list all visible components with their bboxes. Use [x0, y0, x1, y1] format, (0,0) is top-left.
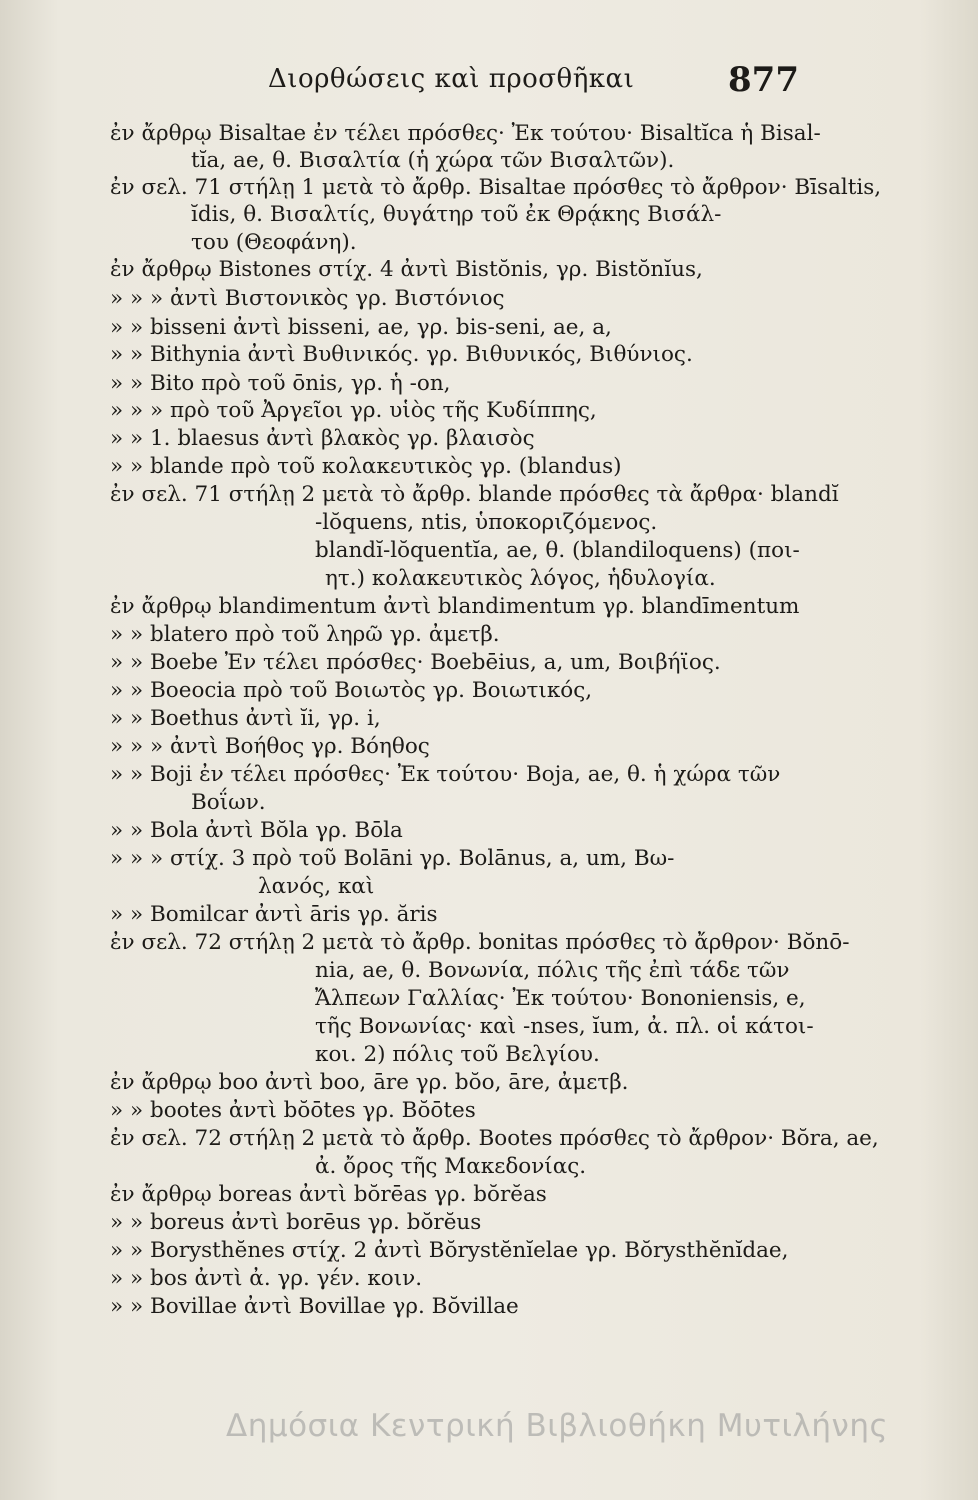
- errata-line: » » 1. blaesus ἀντὶ βλακὸς γρ. βλαισὸς: [110, 426, 535, 451]
- errata-line: ἐν ἄρθρῳ boo ἀντὶ boo, āre γρ. bŏo, āre, ἀμετβ.: [110, 1070, 629, 1095]
- page-number: 877: [728, 60, 799, 100]
- errata-line: τῆς Βονωνίας· καὶ -nses, ĭum, ἀ. πλ. οἱ κάτοι-: [315, 1014, 814, 1039]
- errata-line: κοι. 2) πόλις τοῦ Βελγίου.: [315, 1042, 600, 1067]
- errata-line: » » Bito πρὸ τοῦ ōnis, γρ. ἡ -on,: [110, 371, 451, 396]
- errata-line: ἐν ἄρθρῳ Bistones στίχ. 4 ἀντὶ Bistŏnis, γρ. Bistŏnĭus,: [110, 257, 703, 282]
- errata-line: λανός, καὶ: [258, 874, 375, 899]
- library-watermark: Δημόσια Κεντρική Βιβλιοθήκη Μυτιλήνης: [226, 1408, 889, 1444]
- errata-line: » » bos ἀντὶ ἀ. γρ. γέν. κοιν.: [110, 1266, 423, 1291]
- errata-line: ἐν σελ. 71 στήλῃ 2 μετὰ τὸ ἄρθρ. blande πρόσθες τὰ ἄρθρα· blandĭ: [110, 482, 839, 507]
- errata-line: » » boreus ἀντὶ borēus γρ. bŏrĕus: [110, 1210, 482, 1235]
- errata-line: ητ.) κολακευτικὸς λόγος, ἡδυλογία.: [325, 566, 716, 591]
- errata-line: ἐν σελ. 71 στήλῃ 1 μετὰ τὸ ἄρθρ. Bisaltae πρόσθες τὸ ἄρθρον· Bīsaltis,: [110, 175, 882, 200]
- errata-line: » » bootes ἀντὶ bŏōtes γρ. Bŏōtes: [110, 1098, 476, 1123]
- errata-line: » » Bithynia ἀντὶ Βυθινικός. γρ. Βιθυνικός, Βιθύνιος.: [110, 342, 693, 367]
- errata-line: blandĭ-lŏquentĭa, ae, θ. (blandiloquens) (ποι-: [315, 538, 800, 563]
- errata-line: » » Boebe Ἐν τέλει πρόσθες· Boebēius, a, um, Βοιβήϊος.: [110, 650, 721, 675]
- errata-line: » » Bola ἀντὶ Bŏla γρ. Bōla: [110, 818, 403, 843]
- errata-line: ἐν σελ. 72 στήλῃ 2 μετὰ τὸ ἄρθρ. Bootes πρόσθες τὸ ἄρθρον· Bŏra, ae,: [110, 1126, 879, 1151]
- errata-line: -lŏquens, ntis, ὑποκοριζόμενος.: [315, 510, 658, 535]
- errata-line: ἐν σελ. 72 στήλῃ 2 μετὰ τὸ ἄρθρ. bonitas πρόσθες τὸ ἄρθρον· Bŏnō-: [110, 930, 850, 955]
- errata-line: » » Boethus ἀντὶ ĭi, γρ. i,: [110, 706, 381, 731]
- errata-line: » » Boji ἐν τέλει πρόσθες· Ἐκ τούτου· Boja, ae, θ. ἡ χώρα τῶν: [110, 762, 781, 787]
- errata-line: nia, ae, θ. Βονωνία, πόλις τῆς ἐπὶ τάδε τῶν: [315, 958, 790, 983]
- errata-line: ἐν ἄρθρῳ blandimentum ἀντὶ blandimentum γρ. blandīmentum: [110, 594, 800, 619]
- errata-line: » » Bovillae ἀντὶ Bovillae γρ. Bŏvillae: [110, 1294, 519, 1319]
- errata-line: » » Bomilcar ἀντὶ āris γρ. ăris: [110, 902, 438, 927]
- errata-line: του (Θεοφάνη).: [191, 230, 357, 255]
- errata-line: ἐν ἄρθρῳ Bisaltae ἐν τέλει πρόσθες· Ἐκ τούτου· Bisaltĭca ἡ Bisal-: [110, 121, 821, 146]
- errata-line: tĭa, ae, θ. Βισαλτία (ἡ χώρα τῶν Βισαλτῶν).: [191, 148, 675, 173]
- errata-line: ἐν ἄρθρῳ boreas ἀντὶ bŏrēas γρ. bŏrĕas: [110, 1182, 547, 1207]
- page-header: [0, 60, 978, 104]
- errata-line: » » blande πρὸ τοῦ κολακευτικὸς γρ. (blandus): [110, 454, 622, 479]
- errata-line: » » » στίχ. 3 πρὸ τοῦ Bolāni γρ. Bolānus, a, um, Βω-: [110, 846, 675, 871]
- errata-line: » » » ἀντὶ Βοήθος γρ. Βόηθος: [110, 734, 430, 759]
- errata-line: » » Boeocia πρὸ τοῦ Βοιωτὸς γρ. Βοιωτικός,: [110, 678, 593, 703]
- errata-line: » » » πρὸ τοῦ Ἀργεῖοι γρ. υἱὸς τῆς Κυδίππης,: [110, 398, 597, 423]
- errata-line: » » blatero πρὸ τοῦ ληρῶ γρ. ἀμετβ.: [110, 622, 500, 647]
- errata-line: Ἄλπεων Γαλλίας· Ἐκ τούτου· Bononiensis, e,: [315, 986, 806, 1011]
- errata-line: ĭdis, θ. Βισαλτίς, θυγάτηρ τοῦ ἐκ Θρᾴκης Βισάλ-: [191, 202, 722, 227]
- errata-line: » » bisseni ἀντὶ bisseni, ae, γρ. bis-seni, ae, a,: [110, 315, 612, 340]
- running-title: Διορθώσεις καὶ προσθῆκαι: [268, 64, 635, 94]
- errata-line: » » Borysthĕnes στίχ. 2 ἀντὶ Bŏrystĕnĭelae γρ. Bŏrysthĕnĭdae,: [110, 1238, 789, 1263]
- errata-line: Βοΐων.: [191, 790, 266, 815]
- errata-line: » » » ἀντὶ Βιστονικὸς γρ. Βιστόνιος: [110, 286, 505, 311]
- errata-line: ἀ. ὄρος τῆς Μακεδονίας.: [315, 1154, 587, 1179]
